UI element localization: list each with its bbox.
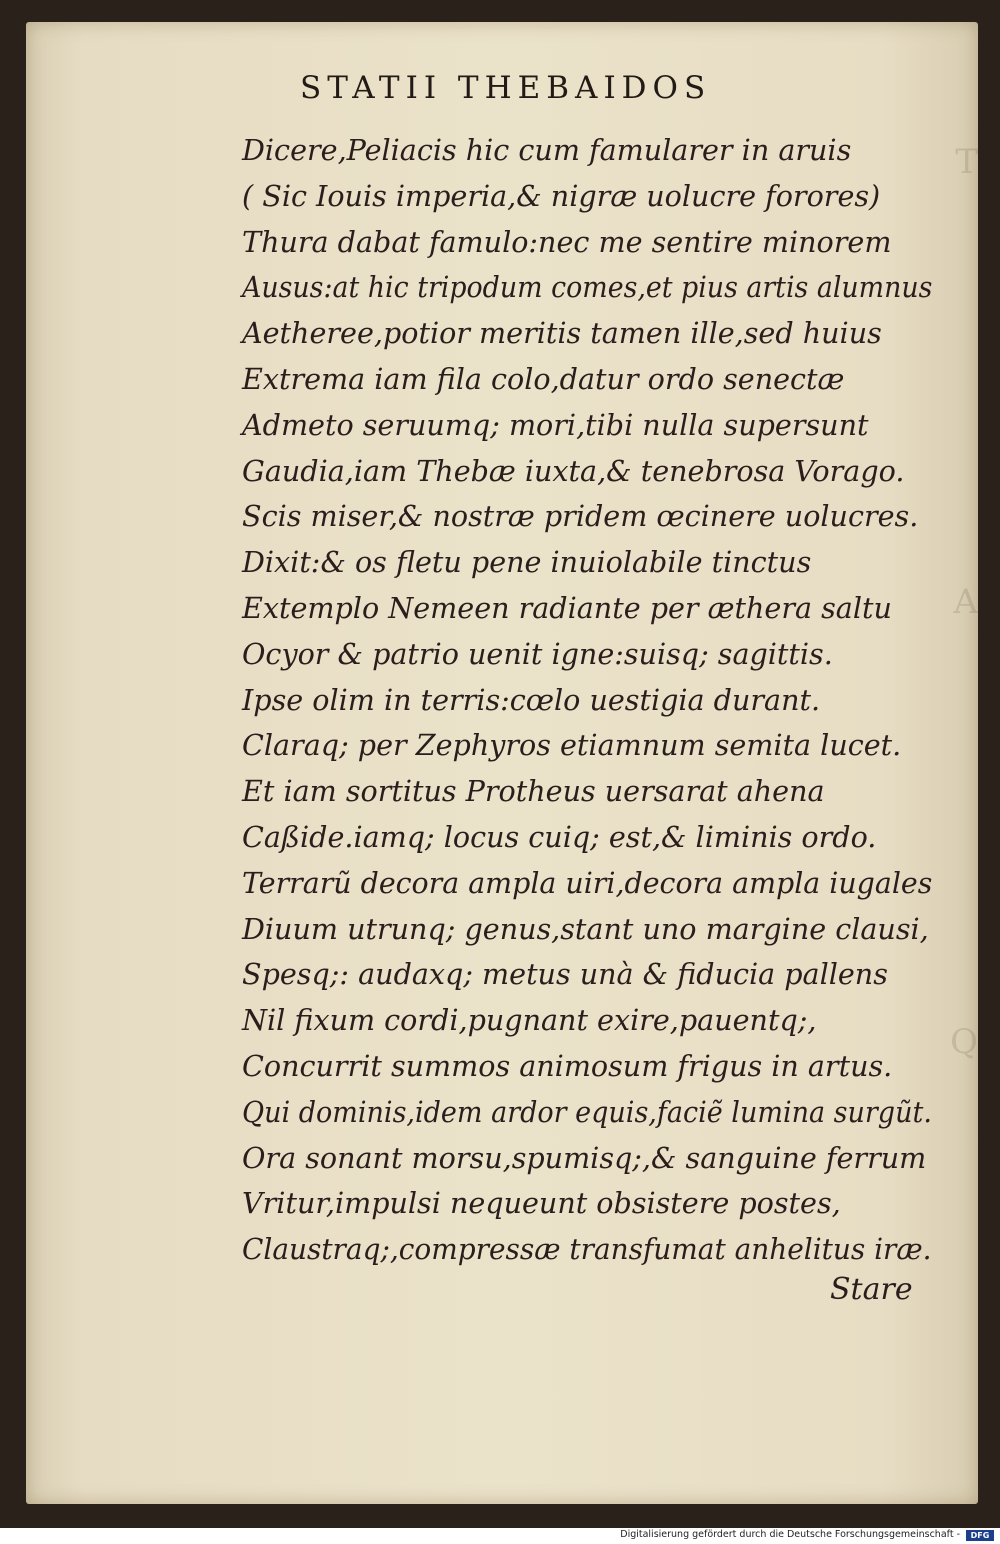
verse-line: Nil fixum cordi,pugnant exire,pauentq;, — [242, 1003, 817, 1038]
verse-line: Caßide.iamq; locus cuiq; est,& liminis ordo. — [242, 819, 877, 854]
verse-line: Admeto seruumq; mori,tibi nulla supersunt — [242, 407, 869, 442]
show-through-text: T — [955, 142, 978, 182]
verse-line: Aetheree,potior meritis tamen ille,sed huius — [242, 316, 882, 351]
verse-line: Extrema iam fila colo,datur ordo senectæ — [242, 361, 845, 396]
verse-line: Ora sonant morsu,spumisq;,& sanguine ferrum — [242, 1140, 927, 1175]
verse-line: Ocyor & patrio uenit igne:suisq; sagittis. — [242, 636, 833, 671]
verse-line: Vritur,impulsi nequeunt obsistere postes, — [242, 1186, 841, 1221]
show-through-text: A — [953, 582, 978, 622]
show-through-text: Q — [950, 1022, 978, 1062]
verse-line: Dixit:& os fletu pene inuiolabile tinctus — [242, 545, 812, 580]
verse-line: Claustraq;,compressæ transfumat anhelitus iræ. — [242, 1232, 932, 1267]
verse-line: Gaudia,iam Thebæ iuxta,& tenebrosa Vorago. — [242, 453, 905, 488]
verse-line: Extemplo Nemeen radiante per æthera saltu — [242, 590, 892, 625]
verse-block — [242, 128, 942, 1273]
verse-line: Thura dabat famulo:nec me sentire minorem — [242, 224, 892, 259]
catchword: Stare — [830, 1272, 913, 1307]
verse-line: Et iam sortitus Protheus uersarat ahena — [242, 774, 825, 809]
verse-line: Terrarũ decora ampla uiri,decora ampla iugales — [242, 865, 933, 900]
verse-line: Claraq; per Zephyros etiamnum semita lucet. — [242, 728, 902, 763]
verse-line: Dicere,Peliacis hic cum famularer in aruis — [242, 133, 852, 167]
dfg-logo: DFG — [966, 1530, 994, 1541]
footer-bar — [0, 1528, 1000, 1544]
verse-line: Concurrit summos animosum frigus in artus. — [242, 1048, 893, 1083]
running-header: STATII THEBAIDOS — [300, 70, 712, 106]
verse-line: ( Sic Iouis imperia,& nigræ uolucre forores) — [242, 178, 881, 213]
verse-line: Qui dominis,idem ardor equis,faciẽ lumina surgũt. — [242, 1094, 932, 1129]
verse-line: Ipse olim in terris:cœlo uestigia durant. — [242, 682, 821, 717]
funding-credit: Digitalisierung gefördert durch die Deutsche Forschungsgemeinschaft - — [620, 1529, 960, 1540]
verse-line: Ausus:at hic tripodum comes,et pius artis alumnus — [242, 270, 933, 305]
verse-line: Spesq;: audaxq; metus unà & fiducia pallens — [242, 957, 888, 992]
verse-line: Scis miser,& nostræ pridem œcinere uolucres. — [242, 499, 919, 534]
verse-line: Diuum utrunq; genus,stant uno margine clausi, — [242, 911, 929, 946]
